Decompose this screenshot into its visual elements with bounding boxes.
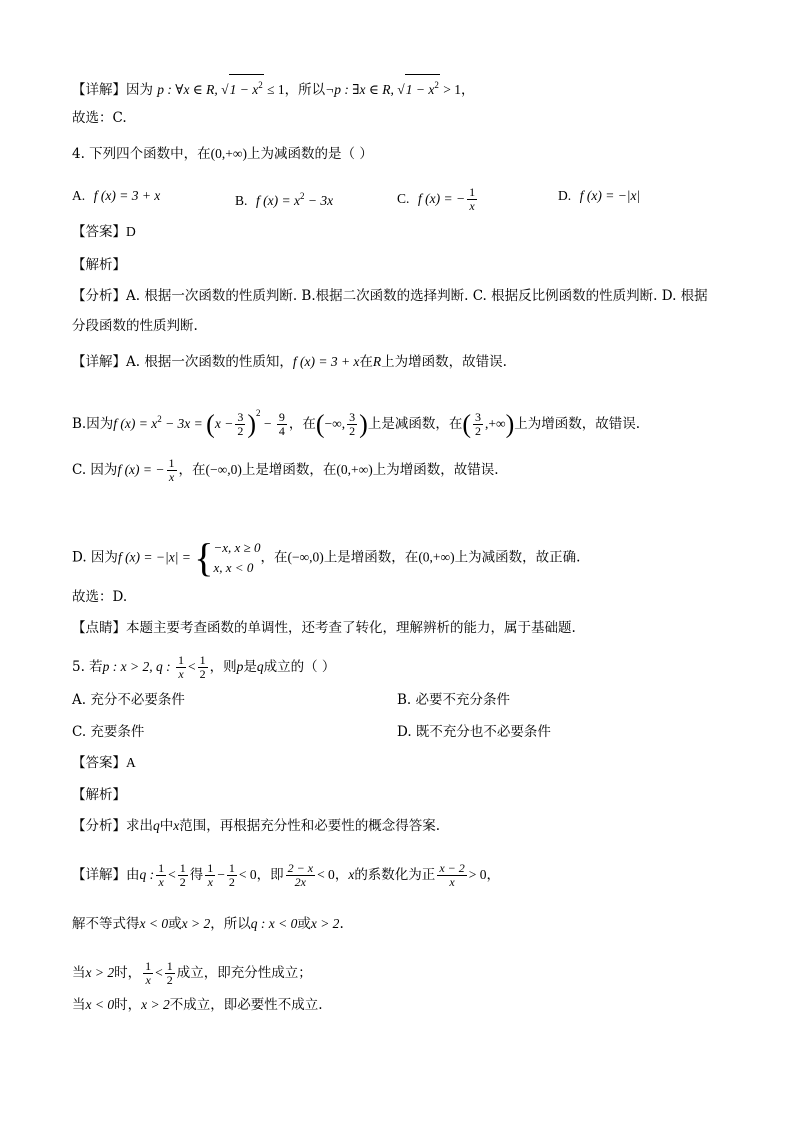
q5-stem	[72, 654, 335, 681]
option-math: f (x) = −	[417, 191, 466, 206]
numerator: 1	[158, 861, 165, 875]
interval: (−∞,0)	[287, 549, 324, 565]
paren-left: (	[315, 409, 325, 439]
text: A. 根据一次函数的性质判断. B.根据二次函数的选择判断. C. 根据反比例函数的性质判断. D. 根据	[126, 288, 708, 304]
option-label: C.	[397, 191, 410, 206]
exponent: 2	[258, 80, 263, 90]
numerator: 1	[168, 456, 175, 470]
numerator: 1	[207, 861, 214, 875]
q4-analysis-tag: 【解析】	[72, 257, 126, 273]
denominator: x	[207, 875, 213, 889]
denominator: 4	[278, 424, 285, 438]
interval: (0,+∞)	[418, 549, 455, 565]
math: > 1	[439, 82, 461, 97]
q5-option-c: C. 充要条件	[72, 724, 145, 740]
text: ，即	[256, 867, 284, 883]
math: R	[372, 354, 382, 369]
math: f (x) = −|x| =	[117, 549, 195, 565]
math: −	[217, 867, 225, 882]
q3-choice: 故选：C.	[72, 110, 127, 126]
text: 5. 若	[72, 659, 103, 675]
numerator: 2 − x	[287, 861, 314, 875]
q4-detail-c	[72, 457, 499, 484]
text: 的系数化为正	[354, 867, 436, 883]
piecewise-row: x, x < 0	[213, 560, 254, 575]
text: 时，	[114, 965, 142, 981]
text: 上为增函数，故错误.	[514, 416, 641, 432]
option-math: f (x) = −|x|	[579, 188, 641, 203]
text: 当	[72, 965, 86, 981]
paren-right: )	[359, 409, 368, 439]
exponent: 2	[434, 80, 439, 90]
q4-dianjing	[72, 618, 576, 638]
option-math: − 3x	[304, 193, 334, 208]
sqrt-expression: $√1 - x^2$	[397, 82, 440, 97]
text: 上为减函数，故正确.	[454, 549, 581, 566]
text: 不成立，即必要性不成立.	[169, 997, 323, 1013]
text: 上是增函数，在	[241, 462, 337, 478]
denominator: 2	[349, 424, 356, 438]
answer-value: D	[126, 224, 136, 239]
q5-option-a: A. 充分不必要条件	[72, 692, 185, 708]
interval: (−∞,0)	[205, 462, 242, 477]
text: 上为增函数，故错误.	[372, 462, 499, 478]
numerator: 1	[178, 653, 185, 667]
math: x > 2	[141, 997, 170, 1012]
q5-fenxi	[72, 816, 440, 836]
denominator: x	[145, 973, 151, 987]
text: ，所以	[210, 916, 251, 932]
math: q :	[139, 867, 155, 882]
answer-tag: 【答案】	[72, 224, 126, 240]
q4-detail-b	[72, 403, 640, 438]
fraction	[235, 411, 245, 438]
fenxi-tag: 【分析】	[72, 818, 126, 834]
denominator: x	[168, 470, 175, 484]
math: q	[153, 818, 160, 833]
answer-value: A	[126, 755, 136, 770]
text: 由	[126, 867, 140, 883]
fraction	[198, 654, 208, 681]
sqrt-body: 1 − x	[405, 82, 435, 97]
text: 因为	[126, 82, 153, 98]
text: ，	[486, 867, 500, 883]
option-math: f (x) = 3 + x	[93, 188, 161, 203]
math: x	[173, 818, 180, 833]
denominator: 2	[237, 424, 244, 438]
q4-fenxi-line-2: 分段函数的性质判断.	[72, 318, 198, 334]
fraction	[347, 411, 357, 438]
math: p	[236, 659, 244, 674]
text: 上为增函数，故错误.	[381, 354, 507, 370]
denominator: x	[158, 875, 164, 889]
q4-stem	[72, 144, 373, 164]
text: C. 因为	[72, 462, 118, 478]
q5-detail-3	[72, 960, 312, 987]
numerator: 1	[179, 861, 186, 875]
text: D. 因为	[72, 549, 118, 566]
math: q : x < 0	[250, 916, 298, 931]
fraction	[286, 862, 315, 889]
denominator: 2	[475, 424, 481, 438]
numerator: 1	[145, 959, 152, 973]
math: <	[188, 659, 196, 674]
math: − 3x =	[161, 416, 207, 431]
text: 或	[168, 916, 182, 932]
denominator: 2	[179, 875, 186, 889]
math: x < 0	[85, 997, 115, 1012]
math: < 0	[238, 867, 257, 882]
math: <	[168, 867, 176, 882]
piecewise-row: −x, x ≥ 0	[213, 540, 261, 555]
fraction	[143, 960, 153, 987]
math: f (x) = −	[117, 462, 165, 477]
fraction	[176, 654, 186, 681]
paren-right: )	[247, 409, 256, 439]
exponent: 2	[255, 408, 261, 418]
fraction	[156, 862, 166, 889]
text: 或	[297, 916, 311, 932]
text: ，在	[288, 416, 316, 432]
math: −∞,	[324, 416, 346, 431]
denominator: x	[469, 199, 475, 213]
q5-detail-4	[72, 995, 323, 1015]
text: 上是减函数，在	[367, 416, 463, 432]
math: x > 2	[310, 916, 340, 931]
text: 范围，再根据充分性和必要性的概念得答案.	[179, 818, 441, 834]
math: ,+∞	[485, 416, 506, 431]
numerator: 3	[475, 410, 481, 424]
math: x > 2	[85, 965, 115, 980]
denominator: 2	[228, 875, 235, 889]
brace-symbol: {	[194, 535, 214, 580]
math: ≤ 1	[263, 82, 285, 97]
fraction	[167, 457, 177, 484]
q4-detail-d	[72, 535, 581, 580]
paren-left: (	[206, 409, 215, 439]
math: x < 0	[139, 916, 169, 931]
piecewise-rows	[214, 538, 261, 578]
text: 求出	[126, 818, 153, 834]
fraction	[437, 862, 466, 889]
text: ，所以	[284, 82, 326, 98]
text: 中	[159, 818, 174, 834]
fraction	[165, 960, 175, 987]
fraction	[473, 411, 483, 438]
text: ，	[334, 867, 349, 883]
q4-option-a	[72, 186, 160, 206]
text: 本题主要考查函数的单调性，还考查了转化，理解辨析的能力，属于基础题.	[126, 620, 576, 636]
q4-option-c	[397, 186, 479, 213]
text: ，	[460, 82, 475, 98]
fraction	[227, 862, 237, 889]
math: f (x) = x	[113, 416, 158, 431]
q5-option-d: D. 既不充分也不必要条件	[397, 724, 551, 740]
fraction	[467, 186, 477, 213]
interval: (0,+∞)	[336, 462, 373, 477]
text: 成立的（ ）	[263, 659, 336, 675]
text: 在	[359, 354, 373, 370]
q5-detail-1	[72, 862, 500, 889]
text: 得	[189, 867, 204, 883]
option-label: B.	[235, 193, 248, 208]
fraction	[205, 862, 215, 889]
text: 当	[72, 997, 86, 1013]
text: ，在	[260, 549, 288, 566]
text: .	[339, 916, 344, 932]
paren-right: )	[505, 409, 515, 439]
text: 成立，即充分性成立；	[176, 965, 312, 981]
q4-choice: 故选：D.	[72, 589, 128, 605]
text: ，在	[178, 462, 206, 478]
numerator: 1	[166, 959, 173, 973]
text: 上是增函数，在	[323, 549, 419, 566]
answer-tag: 【答案】	[72, 755, 126, 771]
math: > 0	[468, 867, 487, 882]
fraction	[277, 411, 287, 438]
math: x −	[214, 416, 234, 431]
math: <	[155, 965, 163, 980]
denominator: 2x	[294, 875, 306, 889]
numerator: 1	[228, 861, 235, 875]
math: ¬p : ∃x ∈ R,	[325, 82, 398, 97]
q4-fenxi-line-1	[72, 286, 708, 306]
numerator: x − 2	[439, 861, 465, 875]
option-label: D.	[558, 188, 572, 203]
text: B.因为	[72, 416, 114, 432]
interval: (0,+∞)	[210, 146, 248, 161]
fenxi-tag: 【分析】	[72, 288, 126, 304]
text: 4. 下列四个函数中，在	[72, 146, 211, 162]
q4-answer	[72, 222, 136, 242]
text: ，则	[209, 659, 237, 675]
q5-analysis-tag: 【解析】	[72, 787, 126, 803]
paren-left: (	[462, 409, 471, 439]
denominator: 2	[166, 973, 173, 987]
math: p : ∀x ∈ R,	[157, 82, 222, 97]
math: f (x) = 3 + x	[292, 354, 360, 369]
option-label: A.	[72, 188, 86, 203]
sqrt-body: 1 − x	[229, 82, 259, 97]
math: x	[348, 867, 355, 882]
numerator: 1	[199, 653, 206, 667]
detail-tag: 【详解】	[72, 354, 126, 370]
denominator: x	[449, 875, 455, 889]
exponent: 2	[157, 414, 162, 424]
numerator: 9	[278, 410, 285, 424]
option-math: f (x) = x	[255, 193, 300, 208]
exponent: 2	[299, 191, 305, 201]
text: 上为减函数的是（ ）	[247, 146, 373, 162]
text: A. 根据一次函数的性质知，	[126, 354, 293, 370]
detail-tag: 【详解】	[72, 867, 126, 883]
text: 解不等式得	[72, 916, 140, 932]
q4-option-d	[558, 186, 640, 206]
numerator: 3	[349, 410, 356, 424]
denominator: x	[178, 667, 184, 681]
detail-tag: 【详解】	[72, 82, 126, 98]
q5-option-b: B. 必要不充分条件	[397, 692, 511, 708]
piecewise	[194, 535, 261, 580]
q4-detail-a	[72, 352, 507, 372]
math: x > 2	[181, 916, 211, 931]
math: −	[260, 416, 275, 431]
sqrt-expression: $√1 - x^2$	[221, 82, 264, 97]
fraction	[178, 862, 188, 889]
numerator: 1	[469, 185, 476, 199]
math: p : x > 2, q :	[102, 659, 175, 674]
q3-detail-line	[72, 74, 474, 100]
dianjing-tag: 【点睛】	[72, 620, 126, 636]
text: 是	[243, 659, 257, 675]
math: q	[256, 659, 264, 674]
denominator: 2	[199, 667, 206, 681]
q4-option-b	[235, 186, 333, 211]
text: 时，	[114, 997, 142, 1013]
q5-detail-2	[72, 914, 344, 934]
numerator: 3	[237, 410, 244, 424]
math: < 0	[317, 867, 335, 882]
q5-answer	[72, 753, 136, 773]
